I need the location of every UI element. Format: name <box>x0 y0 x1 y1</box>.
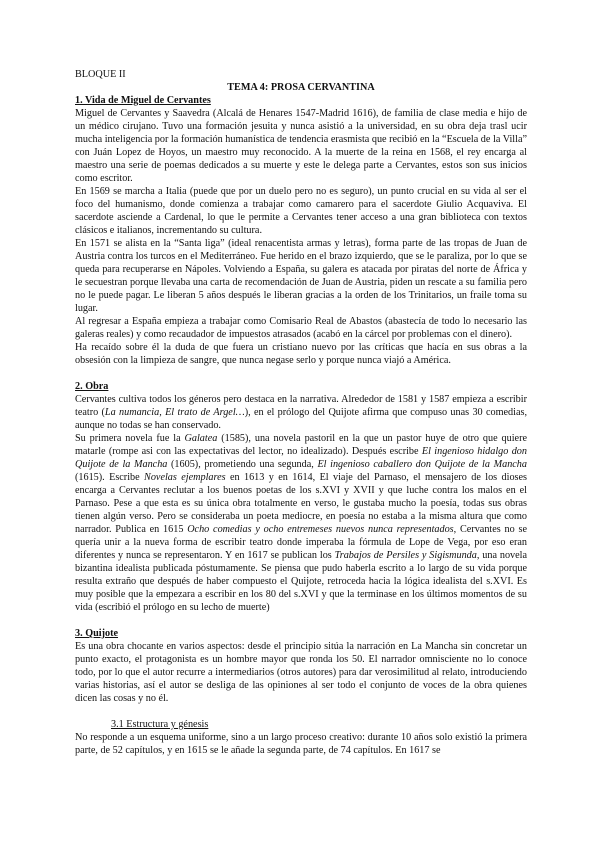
page-title: TEMA 4: PROSA CERVANTINA <box>227 82 375 93</box>
paragraph: Su primera novela fue la Galatea (1585), una novela pastoril en la que un pastor huye de otro que quiere matarle (rompe asi con las expectativas del lector, no idealizado). Después escribe El ingenioso hidalgo don Quijote de la Mancha (1605), prometiendo una segunda, El ingenioso caballero don Quijote de la Mancha (1615). Escribe Novelas ejemplares en 1613 y en 1614, El viaje del Parnaso, el mensajero de los dioses encarga a Cervantes reclutar a los buenos poetas de los s.XVI y XVII y que luche contra los malos en el Parnaso. Pese a que esta es su única obra totalmente en verso, le gustaba mucho la poesía, todas sus obras tienen algún verso. Pero se consideraba un poeta mediocre, en poesía no estaba a la misma altura que como narrador. Publica en 1615 Ocho comedias y ocho entremeses nuevos nunca representados, Cervantes no se quería unir a la nueva forma de escribir teatro donde imperaba la fórmula de Lope de Vega, por eso eran diferentes y nunca se representaron. Y en 1617 se publican los Trabajos de Persiles y Sigismunda, una novela bizantina idealista publicada póstumamente. Se piensa que pudo haberla escrito a lo largo de su vida porque resulta extraño que después de haber compuesto el Quijote, retroceda hacia la lógica idealista del s.XVI. Es muy posible que la empezara a escribir en los 80 del s.XVI y que la terminase en los últimos momentos de su vida (escribió el prólogo en su lecho de muerte) <box>75 433 528 613</box>
block-label: BLOQUE II <box>75 69 126 80</box>
section-heading-obra: 2. Obra <box>75 381 109 392</box>
paragraph: Cervantes cultiva todos los géneros pero destaca en la narrativa. Alrededor de 1581 y 1587 empieza a escribir teatro (La numancia, El trato de Argel…), en el prólogo del Quijote afirma que compuso unas 30 comedias, aunque no todas se han conservado. <box>75 394 527 431</box>
paragraph: No responde a un esquema uniforme, sino a un largo proceso creativo: durante 10 años solo existió la primera parte, de 52 capítulos, y en 1615 se le añade la segunda parte, de 74 capítulos. En 1617 se <box>75 732 527 756</box>
paragraph: En 1571 se alista en la “Santa liga” (ideal renacentista armas y letras), forma parte de las tropas de Juan de Austria contra los turcos en el Mediterráneo. Fue herido en el brazo izquierdo, que se le paraliza, por lo que se queda para recuperarse en Nápoles. Volviendo a España, su galera es atacada por piratas del norte de África y le secuestran porque llevaba una carta de recomendación de Juan de Austria, piden un rescate a su familia pero no le puede pagar. Le liberan 5 años después le liberan gracias a la orden de los Trinitarios, un fraile toma su lugar. <box>75 238 527 314</box>
document-page <box>75 68 527 757</box>
section-heading-quijote: 3. Quijote <box>75 628 119 639</box>
paragraph: Miguel de Cervantes y Saavedra (Alcalá de Henares 1547-Madrid 1616), de familia de clase media e hijo de un médico cirujano. Tuvo una formación jesuita y nunca asistió a la universidad, en su obra deja trasl ucir mucha inteligencia por la formación humanística de tendencia erasmista que recibió en la “Escuela de la Villa” con Juán Lopez de Hoyos, un maestro muy reconocido. A la muerte de la reina en 1568, el rey encarga al maestro una serie de poemas dedicados a su muerte y este le delega parte a Cervantes, estos son sus inicios como escritor. <box>75 108 527 184</box>
paragraph: En 1569 se marcha a Italia (puede que por un duelo pero no es seguro), un punto crucial en su vida al ser el foco del humanismo, donde comienza a trabajar como camarero para el sacerdote Giulio Acquaviva. El sacerdote asciende a Cardenal, lo que le permite a Cervantes tener acceso a una gran biblioteca con textos clásicos e italianos, incrementando su cultura. <box>75 186 527 236</box>
paragraph: Ha recaído sobre él la duda de que fuera un cristiano nuevo por las críticas que hacía en sus obras a la obsesión con la limpieza de sangre, que nunca negase serlo y porque nunca viajó a América. <box>75 342 527 366</box>
paragraph: Es una obra chocante en varios aspectos: desde el principio sitúa la narración en La Mancha sin concretar un punto exacto, el protagonista es un hombre mayor que ronda los 50. El narrador omnisciente no lo conoce todo, por lo que el autor recurre a intermediarios (otros autores) para dar verosimilitud al relato, introduciendo varias historias, así el autor se desliga de las opiniones al ser todo el conjunto de voces de la obra quienes dicen las cosas y no él. <box>75 641 527 704</box>
section-heading-vida: 1. Vida de Miguel de Cervantes <box>75 95 211 106</box>
paragraph: Al regresar a España empieza a trabajar como Comisario Real de Abastos (abastecía de todo lo necesario las galeras reales) y como recaudador de impuestos atrasados (acabó en la cárcel por problemas con el dinero). <box>75 316 527 340</box>
subsection-heading: 3.1 Estructura y génesis <box>111 719 209 730</box>
